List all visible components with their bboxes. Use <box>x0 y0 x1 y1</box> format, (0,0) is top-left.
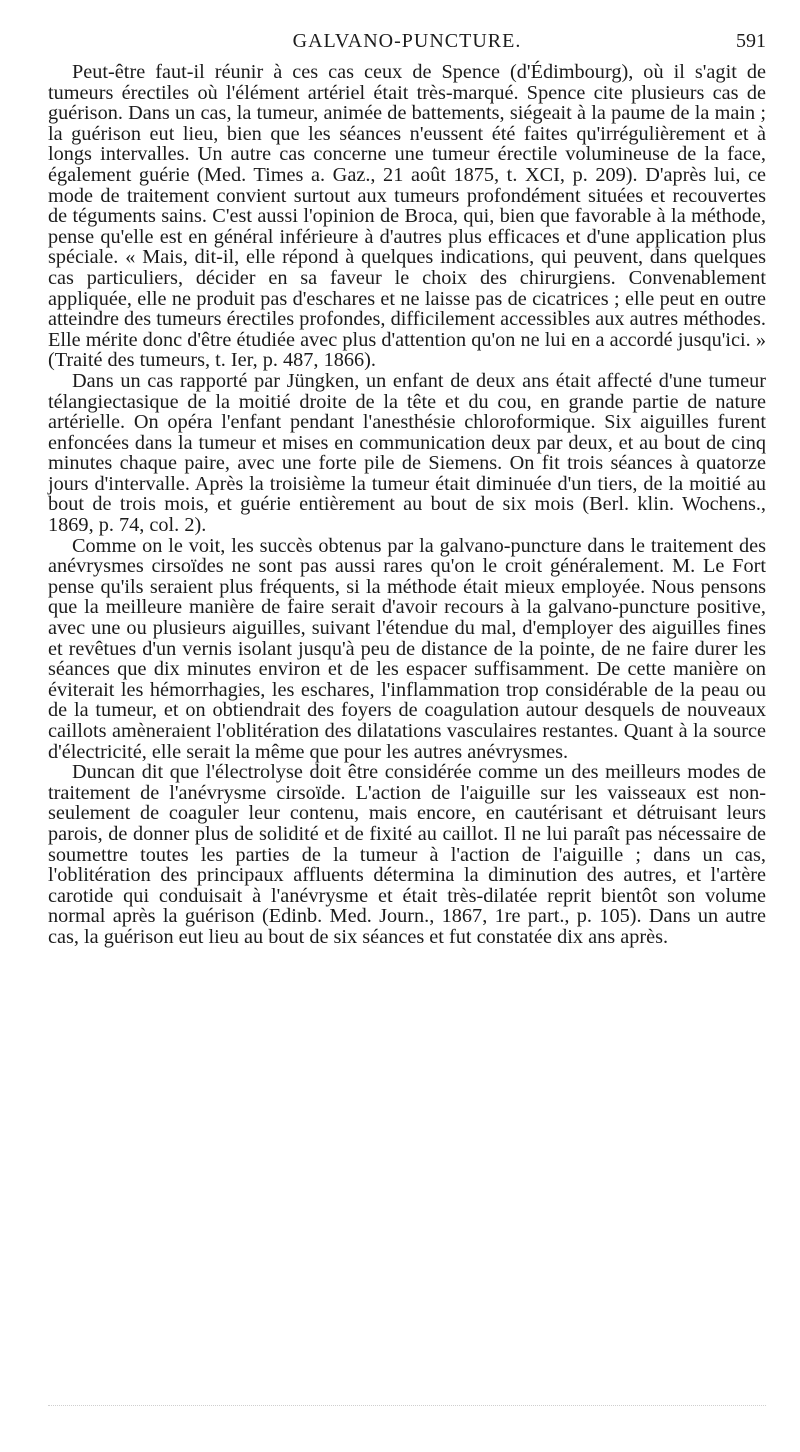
running-head: GALVANO-PUNCTURE. <box>292 30 522 52</box>
paragraph-le-fort: Comme on le voit, les succès obtenus par la galvano-puncture dans le traitement des anévrysmes cirsoïdes ne sont pas aussi rares qu'on le croit généralement. M. Le Fort pense qu'ils seraient plus fréquents, si la méthode était mieux employée. Nous pensons que la meilleure manière de faire serait d'avoir recours à la galvano-puncture positive, avec une ou plusieurs aiguilles, suivant l'étendue du mal, d'employer des aiguilles fines et revêtues d'un vernis isolant jusqu'à peu de distance de la pointe, de ne faire durer les séances que dix minutes environ et de les espacer suffisamment. De cette manière on éviterait les hémorrhagies, les eschares, l'inflammation trop considérable de la peau ou de la tumeur, et on obtiendrait des foyers de coagulation autour desquels de nouveaux caillots amèneraient l'oblitération des dilatations vasculaires restantes. Quant à la source d'électricité, elle serait la même que pour les autres anévrysmes. <box>48 534 766 763</box>
paragraph-spence: Peut-être faut-il réunir à ces cas ceux de Spence (d'Édimbourg), où il s'agit de tumeurs érectiles où l'élément artériel était très-marqué. Spence cite plusieurs cas de guérison. Dans un cas, la tumeur, animée de battements, siégeait à la paume de la main ; la guérison eut lieu, bien que les séances n'eussent été faites qu'irrégulièrement et à longs intervalles. Un autre cas concerne une tumeur érectile volumineuse de la face, également guérie (Med. Times a. Gaz., 21 août 1875, t. XCI, p. 209). D'après lui, ce mode de traitement convient surtout aux tumeurs profondément situées et recouvertes de téguments sains. C'est aussi l'opinion de Broca, qui, bien que favorable à la méthode, pense qu'elle est en général inférieure à d'autres plus efficaces et d'une application plus spéciale. « Mais, dit-il, elle répond à quelques indications, qui peuvent, dans quelques cas particuliers, décider en sa faveur le choix des chirurgiens. Convenablement appliquée, elle ne produit pas d'eschares et ne laisse pas de cicatrices ; elle peut en outre atteindre des tumeurs érectiles profondes, difficilement accessibles aux autres méthodes. Elle mérite donc d'être étudiée avec plus d'attention qu'on ne lui en a accordé jusqu'ici. » (Traité des tumeurs, t. Ier, p. 487, 1866). <box>48 61 766 372</box>
body-text <box>48 62 766 948</box>
page-number: 591 <box>736 30 766 52</box>
paragraph-jungken: Dans un cas rapporté par Jüngken, un enfant de deux ans était affecté d'une tumeur télangiectasique de la moitié droite de la tête et du cou, en grande partie de nature artérielle. On opéra l'enfant pendant l'anesthésie chloroformique. Six aiguilles furent enfoncées dans la tumeur et mises en communication deux par deux, et au bout de cinq minutes chaque paire, avec une forte pile de Siemens. On fit trois séances à quatorze jours d'intervalle. Après la troisième la tumeur était diminuée d'un tiers, de la moitié au bout de trois mois, et guérie entièrement au bout de six mois (Berl. klin. Wochens., 1869, p. 74, col. 2). <box>48 369 766 537</box>
bottom-rule <box>48 1405 766 1412</box>
page-header <box>48 30 766 60</box>
paragraph-duncan: Duncan dit que l'électrolyse doit être considérée comme un des meilleurs modes de traitement de l'anévrysme cirsoïde. L'action de l'aiguille sur les vaisseaux est non-seulement de coaguler leur contenu, mais encore, en cautérisant et détruisant leurs parois, de donner plus de solidité et de fixité au caillot. Il ne lui paraît pas nécessaire de soumettre toutes les parties de la tumeur à l'action de l'aiguille ; dans un cas, l'oblitération des principaux affluents détermina la diminution des autres, et l'artère carotide qui conduisait à l'anévrysme et était très-dilatée reprit bientôt son volume normal après la guérison (Edinb. Med. Journ., 1867, 1re part., p. 105). Dans un autre cas, la guérison eut lieu au bout de six séances et fut constatée dix ans après. <box>48 761 766 948</box>
